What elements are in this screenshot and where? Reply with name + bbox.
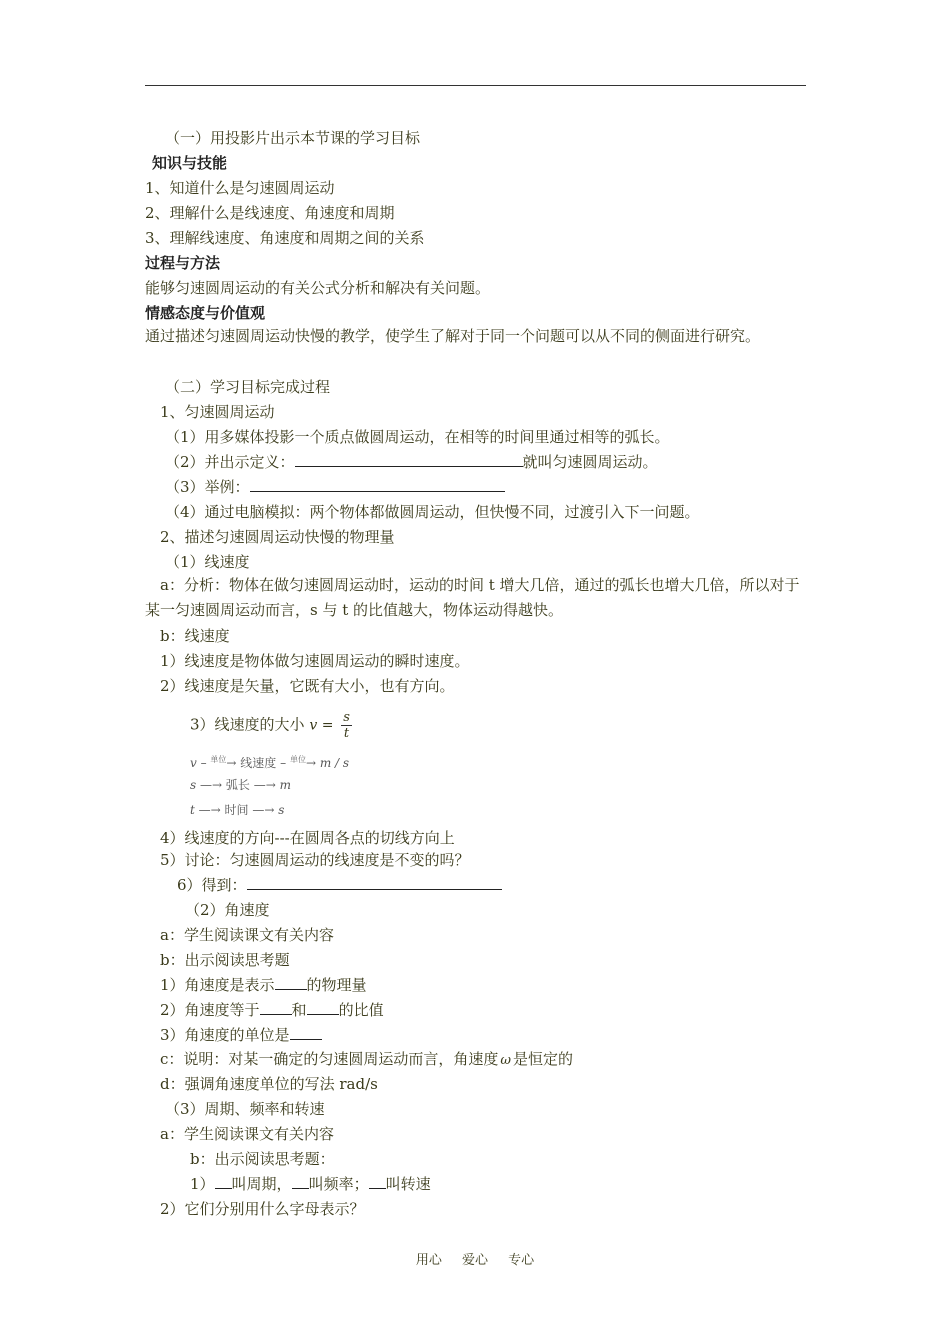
av-blank-3[interactable] [307,1000,339,1015]
av-question-2: 2）角速度等于 和 的比值 [160,1001,384,1019]
pf-blank-1[interactable] [215,1174,232,1189]
pf-item-a: a：学生阅读课文有关内容 [160,1125,334,1143]
goal-3: 3、理解线速度、角速度和周期之间的关系 [145,229,425,247]
topic-1-item-3: （3）举例： [165,477,505,497]
pf-blank-3[interactable] [369,1174,386,1189]
unit-line-s: s —→ 弧长 —→ m [190,778,292,792]
av-blank-1[interactable] [275,975,307,990]
lv-point-3: 3）线速度的大小 v = $\frac{s}{t}$ [190,710,350,741]
footer-text-2: 爱心 [461,1253,488,1268]
item-b-linear-velocity: b：线速度 [160,627,230,645]
pf-blank-2[interactable] [292,1174,309,1189]
header-rule [145,85,806,86]
goal-2: 2、理解什么是线速度、角速度和周期 [145,204,395,222]
topic-1-heading: 1、匀速圆周运动 [160,403,275,421]
av-item-a: a：学生阅读课文有关内容 [160,926,334,944]
lv-point-5: 5）讨论：匀速圆周运动的线速度是不变的吗？ [160,851,470,869]
av-question-1: 1）角速度是表示 的物理量 [160,976,367,994]
example-blank[interactable] [250,477,505,492]
attitude-values-heading: 情感态度与价值观 [145,304,266,322]
av-item-d: d：强调角速度单位的写法 rad/s [160,1075,378,1093]
analysis-paragraph: a：分析：物体在做匀速圆周运动时，运动的时间 t 增大几倍，通过的弧长也增大几倍，所以对于某一匀速圆周运动而言，s 与 t 的比值越大，物体运动得越快。 [145,576,800,619]
knowledge-skills-heading: 知识与技能 [152,154,228,172]
attitude-values-text: 通过描述匀速圆周运动快慢的教学，使学生了解对于同一个问题可以从不同的侧面进行研究。 [145,327,761,345]
lv-point-2: 2）线速度是矢量，它既有大小，也有方向。 [160,677,455,695]
unit-line-t: t —→ 时间 —→ s [190,803,285,817]
unit-line-v: v – $^{单位}$→ 线速度 – $^{单位}$→ m / s [190,755,350,770]
pf-question-1: 1） 叫周期， 叫频率； 叫转速 [190,1175,431,1193]
topic-2-heading: 2、描述匀速圆周运动快慢的物理量 [160,528,395,546]
lv-point-1: 1）线速度是物体做匀速圆周运动的瞬时速度。 [160,652,470,670]
topic-1-item-1: （1）用多媒体投影一个质点做圆周运动，在相等的时间里通过相等的弧长。 [165,428,670,446]
process-method-text: 能够匀速圆周运动的有关公式分析和解决有关问题。 [145,279,491,297]
period-frequency-heading: （3）周期、频率和转速 [165,1100,325,1118]
linear-velocity-heading: （1）线速度 [165,553,250,571]
angular-velocity-heading: （2）角速度 [185,901,270,919]
formula-fraction: $\frac{s}{t}$ [343,710,350,741]
av-question-3: 3）角速度的单位是 [160,1025,322,1045]
av-item-c: c：说明：对某一确定的匀速圆周运动而言，角速度 ω 是恒定的 [160,1050,574,1068]
section-1-heading: （一）用投影片出示本节课的学习目标 [165,129,421,147]
goal-1: 1、知道什么是匀速圆周运动 [145,179,335,197]
footer-text-1: 用心 [415,1253,442,1268]
av-blank-2[interactable] [260,1000,292,1015]
pf-item-b: b：出示阅读思考题： [190,1150,335,1168]
lv-point-6: 6）得到： [177,875,502,895]
pf-question-2: 2）它们分别用什么字母表示？ [160,1200,365,1218]
conclusion-blank[interactable] [247,875,502,890]
topic-1-item-4: （4）通过电脑模拟：两个物体都做圆周运动，但快慢不同，过渡引入下一问题。 [165,503,700,521]
section-2-heading: （二）学习目标完成过程 [165,378,331,396]
av-blank-4[interactable] [290,1025,322,1040]
definition-blank[interactable] [295,452,523,467]
footer-text-3: 专心 [508,1253,535,1268]
av-item-b: b：出示阅读思考题 [160,951,290,969]
lv-point-4: 4）线速度的方向---在圆周各点的切线方向上 [160,829,455,847]
process-method-heading: 过程与方法 [145,254,221,272]
topic-1-item-2: （2）并出示定义： 就叫匀速圆周运动。 [165,453,658,471]
page-footer [0,1249,950,1268]
